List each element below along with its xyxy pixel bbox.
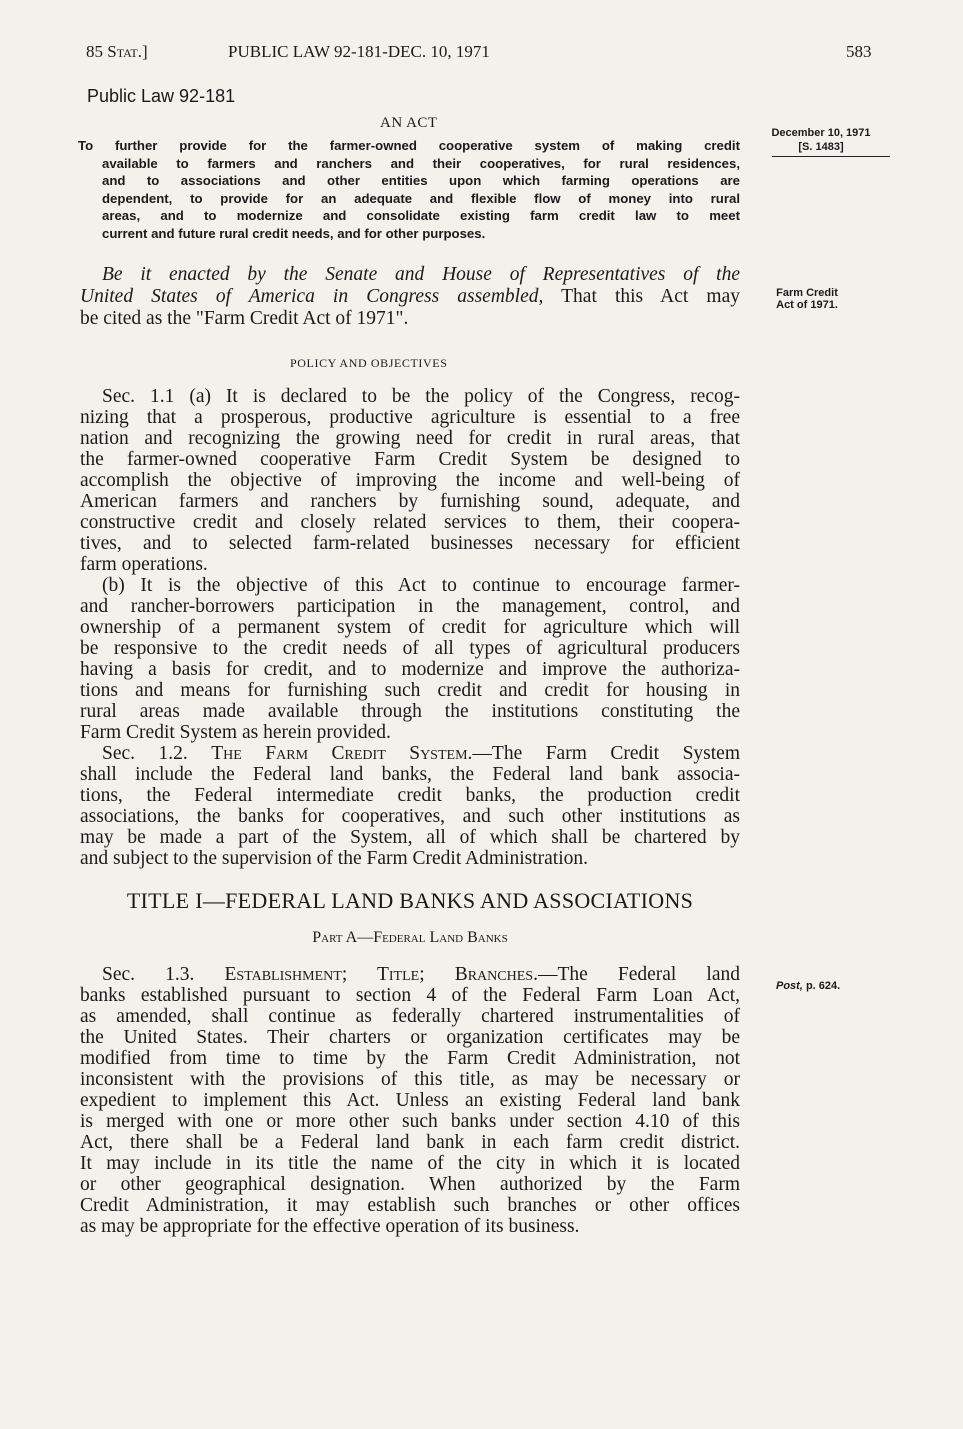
paragraph-line: having a basis for credit, and to modernize and improve the authoriza- [80,659,740,680]
paragraph-line: and rancher-borrowers participation in the management, control, and [80,596,740,617]
section-label: Sec. 1.2. [102,743,188,764]
section-1-1-a [80,386,740,575]
running-title: PUBLIC LAW 92-181-DEC. 10, 1971 [228,42,490,61]
paragraph-line: constructive credit and closely related services to them, their coopera- [80,512,740,533]
section-label: Sec. 1.3. [102,964,195,985]
section-1-2 [80,743,740,869]
paragraph-line: expedient to implement this Act. Unless an existing Federal land bank [80,1090,740,1111]
paragraph-line: (b) It is the objective of this Act to continue to encourage farmer- [102,575,740,596]
paragraph-line: nizing that a prosperous, productive agriculture is essential to a free [80,407,740,428]
paragraph-line: Sec. 1.1 (a) It is declared to be the policy of the Congress, recog- [102,386,740,407]
paragraph-line: farm operations. [80,554,208,575]
enacting-clause [80,264,740,330]
purpose-line: and to associations and other entities upon which farming operations are [102,173,740,189]
paragraph-line: as may be appropriate for the effective operation of its business. [80,1216,580,1237]
paragraph-line: is merged with one or more other such banks under section 4.10 of this [80,1111,740,1132]
paragraph-line: American farmers and ranchers by furnishing sound, adequate, and [80,491,740,512]
margin-note-date [756,126,886,154]
purpose-line: To further provide for the farmer-owned cooperative system of making credit [78,138,740,153]
section-heading: Establishment; Title; Branches. [224,964,538,985]
purpose-line: current and future rural credit needs, and for other purposes. [102,225,486,241]
margin-note-cross-reference [776,980,840,992]
margin-bill-number: [S. 1483] [798,141,844,153]
paragraph-line: It may include in its title the name of the city in which it is located [80,1153,740,1174]
paragraph-line: as amended, shall continue as federally chartered instrumentalities of [80,1006,740,1027]
paragraph-line: Farm Credit System as herein provided. [80,722,391,743]
margin-note-short-title [752,287,862,311]
paragraph-line: banks established pursuant to section 4 of the Federal Farm Loan Act, [80,985,740,1006]
section-lead: —The Farm Credit System [472,743,740,764]
purpose-line: dependent, to provide for an adequate and flexible flow of money into rural [102,190,740,206]
purpose-line: available to farmers and ranchers and their cooperatives, for rural residences, [102,155,740,171]
statute-volume: 85 Stat.] [86,42,148,61]
paragraph-line: Credit Administration, it may establish such branches or other offices [80,1195,740,1216]
enacting-line-2-italic: United States of America in Congress assembled, [80,286,544,307]
title-heading: TITLE I—FEDERAL LAND BANKS AND ASSOCIATIONS [126,888,694,913]
enacting-line-1: Be it enacted by the Senate and House of Representatives of the [102,264,740,285]
paragraph-line: the United States. Their charters or organization certificates may be [80,1027,740,1048]
purpose-line: areas, and to modernize and consolidate existing farm credit law to meet [102,208,740,224]
enacting-line-2-rest: That this Act may [543,286,740,307]
section-lead: —The Federal land [537,964,740,985]
margin-post-label: Post, [776,980,803,992]
part-heading: Part A—Federal Land Banks [312,929,508,946]
paragraph-line: be responsive to the credit needs of all types of agricultural producers [80,638,740,659]
paragraph-line: Act, there shall be a Federal land bank in each farm credit district. [80,1132,740,1153]
paragraph-line: modified from time to time by the Farm Credit Administration, not [80,1048,740,1069]
section-heading-policy: POLICY AND OBJECTIVES [290,356,448,370]
purpose-paragraph [80,137,740,243]
section-heading: The Farm Credit System. [211,743,473,764]
paragraph-line: or other geographical designation. When authorized by the Farm [80,1174,740,1195]
paragraph-line: shall include the Federal land banks, the Federal land bank associa- [80,764,740,785]
enacting-line-3: be cited as the "Farm Credit Act of 1971". [80,308,409,329]
paragraph-line: associations, the banks for cooperatives, and such other institutions as [80,806,740,827]
paragraph-line: tives, and to selected farm-related businesses necessary for efficient [80,533,740,554]
section-1-3 [80,964,740,1237]
law-title: Public Law 92-181 [87,86,236,106]
paragraph-line: ownership of a permanent system of credit for agriculture which will [80,617,740,638]
paragraph-line: accomplish the objective of improving the income and well-being of [80,470,740,491]
margin-post-page: p. 624. [802,980,841,992]
paragraph-line: and subject to the supervision of the Farm Credit Administration. [80,848,589,869]
paragraph-line: nation and recognizing the growing need for credit in rural areas, that [80,428,740,449]
an-act-heading: AN ACT [380,115,438,131]
paragraph-line: rural areas made available through the institutions constituting the [80,701,740,722]
margin-date: December 10, 1971 [771,127,871,139]
paragraph-line: may be made a part of the System, all of which shall be chartered by [80,827,740,848]
margin-rule [772,156,890,157]
paragraph-line: tions, the Federal intermediate credit banks, the production credit [80,785,740,806]
paragraph-line: inconsistent with the provisions of this title, as may be necessary or [80,1069,740,1090]
page-number: 583 [846,42,872,61]
margin-short-title-line: Farm Credit [776,287,838,299]
paragraph-line: the farmer-owned cooperative Farm Credit System be designed to [80,449,740,470]
section-1-1-b [80,575,740,743]
margin-short-title-line: Act of 1971. [776,299,838,311]
paragraph-line: tions and means for furnishing such credit and credit for housing in [80,680,740,701]
